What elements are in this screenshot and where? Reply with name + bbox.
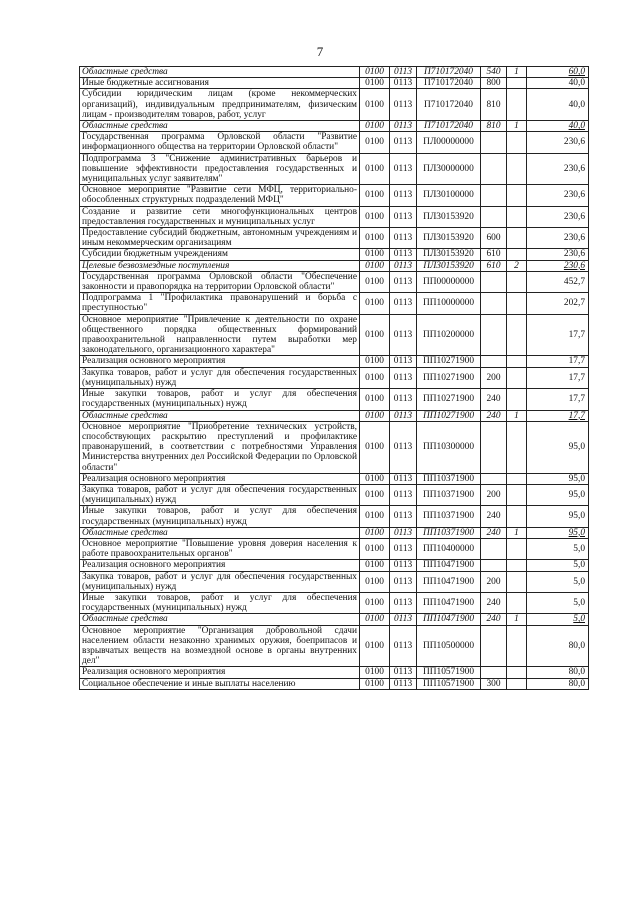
expense-type-cell	[481, 667, 507, 678]
funding-source-cell	[507, 314, 527, 356]
row-name-cell: Областные средства	[80, 410, 360, 421]
funding-source-cell: 1	[507, 527, 527, 538]
expense-type-cell: 800	[481, 78, 507, 89]
target-article-cell: ПП10371900	[417, 527, 481, 538]
table-row	[80, 473, 589, 484]
section-code-cell: 0100	[360, 314, 390, 356]
amount-cell: 40,0	[527, 121, 589, 132]
subsection-code-cell: 0113	[390, 153, 417, 185]
amount-cell: 95,0	[527, 527, 589, 538]
table-row	[80, 410, 589, 421]
expense-type-cell	[481, 314, 507, 356]
amount-cell: 5,0	[527, 571, 589, 592]
table-row	[80, 206, 589, 227]
table-row	[80, 78, 589, 89]
target-article-cell: ПП10200000	[417, 314, 481, 356]
funding-source-cell	[507, 592, 527, 613]
amount-cell: 17,7	[527, 356, 589, 367]
section-code-cell: 0100	[360, 271, 390, 292]
section-code-cell: 0100	[360, 78, 390, 89]
row-name-cell: Областные средства	[80, 67, 360, 78]
target-article-cell: ПП10571900	[417, 678, 481, 689]
target-article-cell: ПП10471900	[417, 614, 481, 625]
table-row	[80, 560, 589, 571]
row-name-cell: Областные средства	[80, 121, 360, 132]
funding-source-cell	[507, 506, 527, 527]
target-article-cell: ПП10271900	[417, 367, 481, 388]
section-code-cell: 0100	[360, 625, 390, 667]
subsection-code-cell: 0113	[390, 132, 417, 153]
amount-cell: 230,6	[527, 228, 589, 249]
table-row	[80, 506, 589, 527]
amount-cell: 17,7	[527, 314, 589, 356]
funding-source-cell	[507, 356, 527, 367]
expense-type-cell	[481, 185, 507, 206]
table-row	[80, 67, 589, 78]
subsection-code-cell: 0113	[390, 571, 417, 592]
subsection-code-cell: 0113	[390, 293, 417, 314]
table-row	[80, 625, 589, 667]
subsection-code-cell: 0113	[390, 356, 417, 367]
table-row	[80, 249, 589, 260]
funding-source-cell	[507, 271, 527, 292]
subsection-code-cell: 0113	[390, 484, 417, 505]
table-row	[80, 421, 589, 473]
amount-cell: 95,0	[527, 484, 589, 505]
table-row	[80, 153, 589, 185]
amount-cell: 95,0	[527, 421, 589, 473]
funding-source-cell	[507, 153, 527, 185]
target-article-cell: ПЛ30153920	[417, 228, 481, 249]
funding-source-cell	[507, 367, 527, 388]
table-row	[80, 356, 589, 367]
expense-type-cell: 610	[481, 249, 507, 260]
target-article-cell: ПП00000000	[417, 271, 481, 292]
target-article-cell: П710172040	[417, 78, 481, 89]
row-name-cell: Подпрограмма 3 "Снижение административных барьеров и повышение эффективности предоставления государственных и муниципальных услуг заявителям"	[80, 153, 360, 185]
subsection-code-cell: 0113	[390, 228, 417, 249]
section-code-cell: 0100	[360, 89, 390, 121]
row-name-cell: Подпрограмма 1 "Профилактика правонарушений и борьба с преступностью"	[80, 293, 360, 314]
row-name-cell: Иные закупки товаров, работ и услуг для обеспечения государственных (муниципальных) нужд	[80, 592, 360, 613]
row-name-cell: Основное мероприятие "Привлечение к деятельности по охране общественного порядка общественных формирований правоохранительной направленности путем выработки мер законодательного, организационного характера"	[80, 314, 360, 356]
section-code-cell: 0100	[360, 206, 390, 227]
amount-cell: 80,0	[527, 667, 589, 678]
section-code-cell: 0100	[360, 560, 390, 571]
funding-source-cell: 1	[507, 67, 527, 78]
amount-cell: 5,0	[527, 614, 589, 625]
funding-source-cell: 1	[507, 410, 527, 421]
section-code-cell: 0100	[360, 367, 390, 388]
expense-type-cell: 240	[481, 389, 507, 410]
table-row	[80, 271, 589, 292]
row-name-cell: Реализация основного мероприятия	[80, 560, 360, 571]
funding-source-cell: 1	[507, 614, 527, 625]
funding-source-cell	[507, 421, 527, 473]
table-row	[80, 121, 589, 132]
expense-type-cell	[481, 293, 507, 314]
expense-type-cell: 240	[481, 592, 507, 613]
funding-source-cell	[507, 538, 527, 559]
table-row	[80, 260, 589, 271]
row-name-cell: Закупка товаров, работ и услуг для обеспечения государственных (муниципальных) нужд	[80, 484, 360, 505]
table-row	[80, 571, 589, 592]
section-code-cell: 0100	[360, 421, 390, 473]
target-article-cell: П710172040	[417, 89, 481, 121]
expense-type-cell: 200	[481, 367, 507, 388]
amount-cell: 452,7	[527, 271, 589, 292]
funding-source-cell	[507, 473, 527, 484]
amount-cell: 5,0	[527, 592, 589, 613]
section-code-cell: 0100	[360, 121, 390, 132]
funding-source-cell	[507, 206, 527, 227]
expense-type-cell	[481, 625, 507, 667]
table-row	[80, 228, 589, 249]
expense-type-cell	[481, 206, 507, 227]
section-code-cell: 0100	[360, 571, 390, 592]
funding-source-cell	[507, 571, 527, 592]
subsection-code-cell: 0113	[390, 678, 417, 689]
row-name-cell: Областные средства	[80, 527, 360, 538]
funding-source-cell: 1	[507, 121, 527, 132]
amount-cell: 60,0	[527, 67, 589, 78]
amount-cell: 40,0	[527, 89, 589, 121]
funding-source-cell	[507, 560, 527, 571]
funding-source-cell	[507, 667, 527, 678]
amount-cell: 17,7	[527, 389, 589, 410]
subsection-code-cell: 0113	[390, 625, 417, 667]
target-article-cell: ПЛ30000000	[417, 153, 481, 185]
subsection-code-cell: 0113	[390, 89, 417, 121]
expense-type-cell	[481, 421, 507, 473]
expense-type-cell	[481, 271, 507, 292]
section-code-cell: 0100	[360, 293, 390, 314]
target-article-cell: ПЛ30153920	[417, 206, 481, 227]
table-row	[80, 314, 589, 356]
target-article-cell: ПЛ30100000	[417, 185, 481, 206]
row-name-cell: Реализация основного мероприятия	[80, 473, 360, 484]
row-name-cell: Субсидии юридическим лицам (кроме некоммерческих организаций), индивидуальным предпринимателям, физическим лицам - производителям товаров, работ, услуг	[80, 89, 360, 121]
budget-table	[79, 66, 589, 690]
section-code-cell: 0100	[360, 67, 390, 78]
row-name-cell: Создание и развитие сети многофункциональных центров предоставления государственных и муниципальных услуг	[80, 206, 360, 227]
table-row	[80, 132, 589, 153]
amount-cell: 17,7	[527, 367, 589, 388]
expense-type-cell: 240	[481, 527, 507, 538]
subsection-code-cell: 0113	[390, 249, 417, 260]
target-article-cell: ПП10000000	[417, 293, 481, 314]
section-code-cell: 0100	[360, 185, 390, 206]
expense-type-cell: 200	[481, 571, 507, 592]
section-code-cell: 0100	[360, 592, 390, 613]
amount-cell: 230,6	[527, 185, 589, 206]
section-code-cell: 0100	[360, 356, 390, 367]
subsection-code-cell: 0113	[390, 421, 417, 473]
expense-type-cell: 610	[481, 260, 507, 271]
funding-source-cell	[507, 389, 527, 410]
amount-cell: 95,0	[527, 506, 589, 527]
target-article-cell: ПП10271900	[417, 389, 481, 410]
section-code-cell: 0100	[360, 389, 390, 410]
row-name-cell: Государственная программа Орловской области "Развитие информационного общества на территории Орловской области"	[80, 132, 360, 153]
row-name-cell: Областные средства	[80, 614, 360, 625]
row-name-cell: Реализация основного мероприятия	[80, 356, 360, 367]
funding-source-cell	[507, 78, 527, 89]
target-article-cell: ПЛ00000000	[417, 132, 481, 153]
expense-type-cell: 810	[481, 89, 507, 121]
subsection-code-cell: 0113	[390, 271, 417, 292]
section-code-cell: 0100	[360, 484, 390, 505]
expense-type-cell: 300	[481, 678, 507, 689]
target-article-cell: ПЛ30153920	[417, 249, 481, 260]
funding-source-cell	[507, 249, 527, 260]
expense-type-cell: 240	[481, 410, 507, 421]
page-number: 7	[316, 44, 324, 59]
section-code-cell: 0100	[360, 228, 390, 249]
table-row	[80, 667, 589, 678]
section-code-cell: 0100	[360, 153, 390, 185]
table-row	[80, 614, 589, 625]
target-article-cell: ПЛ30153920	[417, 260, 481, 271]
funding-source-cell	[507, 625, 527, 667]
table-row	[80, 484, 589, 505]
target-article-cell: ПП10471900	[417, 560, 481, 571]
funding-source-cell: 2	[507, 260, 527, 271]
section-code-cell: 0100	[360, 527, 390, 538]
subsection-code-cell: 0113	[390, 67, 417, 78]
funding-source-cell	[507, 185, 527, 206]
amount-cell: 230,6	[527, 206, 589, 227]
amount-cell: 230,6	[527, 260, 589, 271]
row-name-cell: Целевые безвозмездные поступления	[80, 260, 360, 271]
target-article-cell: ПП10271900	[417, 356, 481, 367]
section-code-cell: 0100	[360, 473, 390, 484]
expense-type-cell	[481, 473, 507, 484]
expense-type-cell	[481, 132, 507, 153]
section-code-cell: 0100	[360, 614, 390, 625]
amount-cell: 230,6	[527, 153, 589, 185]
subsection-code-cell: 0113	[390, 185, 417, 206]
row-name-cell: Основное мероприятие "Развитие сети МФЦ, территориально-обособленных структурных подразделений МФЦ"	[80, 185, 360, 206]
subsection-code-cell: 0113	[390, 560, 417, 571]
subsection-code-cell: 0113	[390, 314, 417, 356]
expense-type-cell	[481, 153, 507, 185]
table-row	[80, 592, 589, 613]
expense-type-cell: 600	[481, 228, 507, 249]
row-name-cell: Субсидии бюджетным учреждениям	[80, 249, 360, 260]
expense-type-cell: 240	[481, 506, 507, 527]
section-code-cell: 0100	[360, 410, 390, 421]
table-row	[80, 367, 589, 388]
section-code-cell: 0100	[360, 678, 390, 689]
amount-cell: 80,0	[527, 625, 589, 667]
subsection-code-cell: 0113	[390, 121, 417, 132]
row-name-cell: Иные закупки товаров, работ и услуг для обеспечения государственных (муниципальных) нужд	[80, 506, 360, 527]
row-name-cell: Основное мероприятие "Приобретение технических устройств, способствующих раскрытию преступлений и профилактике правонарушений, в соответствии с потребностями Управления Министерства внутренних дел Российской Федерации по Орловской области"	[80, 421, 360, 473]
row-name-cell: Закупка товаров, работ и услуг для обеспечения государственных (муниципальных) нужд	[80, 367, 360, 388]
amount-cell: 5,0	[527, 538, 589, 559]
subsection-code-cell: 0113	[390, 410, 417, 421]
expense-type-cell: 240	[481, 614, 507, 625]
expense-type-cell	[481, 538, 507, 559]
amount-cell: 202,7	[527, 293, 589, 314]
target-article-cell: ПП10471900	[417, 571, 481, 592]
target-article-cell: П710172040	[417, 67, 481, 78]
amount-cell: 80,0	[527, 678, 589, 689]
subsection-code-cell: 0113	[390, 592, 417, 613]
table-row	[80, 293, 589, 314]
subsection-code-cell: 0113	[390, 206, 417, 227]
subsection-code-cell: 0113	[390, 667, 417, 678]
expense-type-cell: 540	[481, 67, 507, 78]
target-article-cell: ПП10400000	[417, 538, 481, 559]
target-article-cell: ПП10271900	[417, 410, 481, 421]
table-row	[80, 678, 589, 689]
target-article-cell: ПП10471900	[417, 592, 481, 613]
target-article-cell: П710172040	[417, 121, 481, 132]
section-code-cell: 0100	[360, 249, 390, 260]
row-name-cell: Иные бюджетные ассигнования	[80, 78, 360, 89]
row-name-cell: Основное мероприятие "Организация добровольной сдачи населением области незаконно хранимых оружия, боеприпасов и взрывчатых веществ на возмездной основе в органы внутренних дел"	[80, 625, 360, 667]
table-row	[80, 389, 589, 410]
row-name-cell: Основное мероприятие "Повышение уровня доверия населения к работе правоохранительных органов"	[80, 538, 360, 559]
amount-cell: 230,6	[527, 132, 589, 153]
target-article-cell: ПП10500000	[417, 625, 481, 667]
section-code-cell: 0100	[360, 506, 390, 527]
table-row	[80, 527, 589, 538]
subsection-code-cell: 0113	[390, 614, 417, 625]
section-code-cell: 0100	[360, 260, 390, 271]
table-row	[80, 89, 589, 121]
funding-source-cell	[507, 293, 527, 314]
table-row	[80, 538, 589, 559]
funding-source-cell	[507, 228, 527, 249]
row-name-cell: Государственная программа Орловской области "Обеспечение законности и правопорядка на территории Орловской области"	[80, 271, 360, 292]
amount-cell: 95,0	[527, 473, 589, 484]
amount-cell: 230,6	[527, 249, 589, 260]
table-body	[80, 67, 589, 690]
subsection-code-cell: 0113	[390, 527, 417, 538]
target-article-cell: ПП10300000	[417, 421, 481, 473]
row-name-cell: Социальное обеспечение и иные выплаты населению	[80, 678, 360, 689]
row-name-cell: Предоставление субсидий бюджетным, автономным учреждениям и иным некоммерческим организациям	[80, 228, 360, 249]
subsection-code-cell: 0113	[390, 367, 417, 388]
subsection-code-cell: 0113	[390, 473, 417, 484]
funding-source-cell	[507, 89, 527, 121]
amount-cell: 40,0	[527, 78, 589, 89]
funding-source-cell	[507, 484, 527, 505]
subsection-code-cell: 0113	[390, 506, 417, 527]
target-article-cell: ПП10371900	[417, 484, 481, 505]
subsection-code-cell: 0113	[390, 389, 417, 410]
target-article-cell: ПП10571900	[417, 667, 481, 678]
expense-type-cell: 810	[481, 121, 507, 132]
amount-cell: 17,7	[527, 410, 589, 421]
row-name-cell: Закупка товаров, работ и услуг для обеспечения государственных (муниципальных) нужд	[80, 571, 360, 592]
target-article-cell: ПП10371900	[417, 473, 481, 484]
expense-type-cell: 200	[481, 484, 507, 505]
subsection-code-cell: 0113	[390, 260, 417, 271]
expense-type-cell	[481, 560, 507, 571]
row-name-cell: Иные закупки товаров, работ и услуг для обеспечения государственных (муниципальных) нужд	[80, 389, 360, 410]
funding-source-cell	[507, 132, 527, 153]
section-code-cell: 0100	[360, 132, 390, 153]
expense-type-cell	[481, 356, 507, 367]
amount-cell: 5,0	[527, 560, 589, 571]
subsection-code-cell: 0113	[390, 538, 417, 559]
target-article-cell: ПП10371900	[417, 506, 481, 527]
section-code-cell: 0100	[360, 667, 390, 678]
row-name-cell: Реализация основного мероприятия	[80, 667, 360, 678]
subsection-code-cell: 0113	[390, 78, 417, 89]
table-row	[80, 185, 589, 206]
funding-source-cell	[507, 678, 527, 689]
section-code-cell: 0100	[360, 538, 390, 559]
